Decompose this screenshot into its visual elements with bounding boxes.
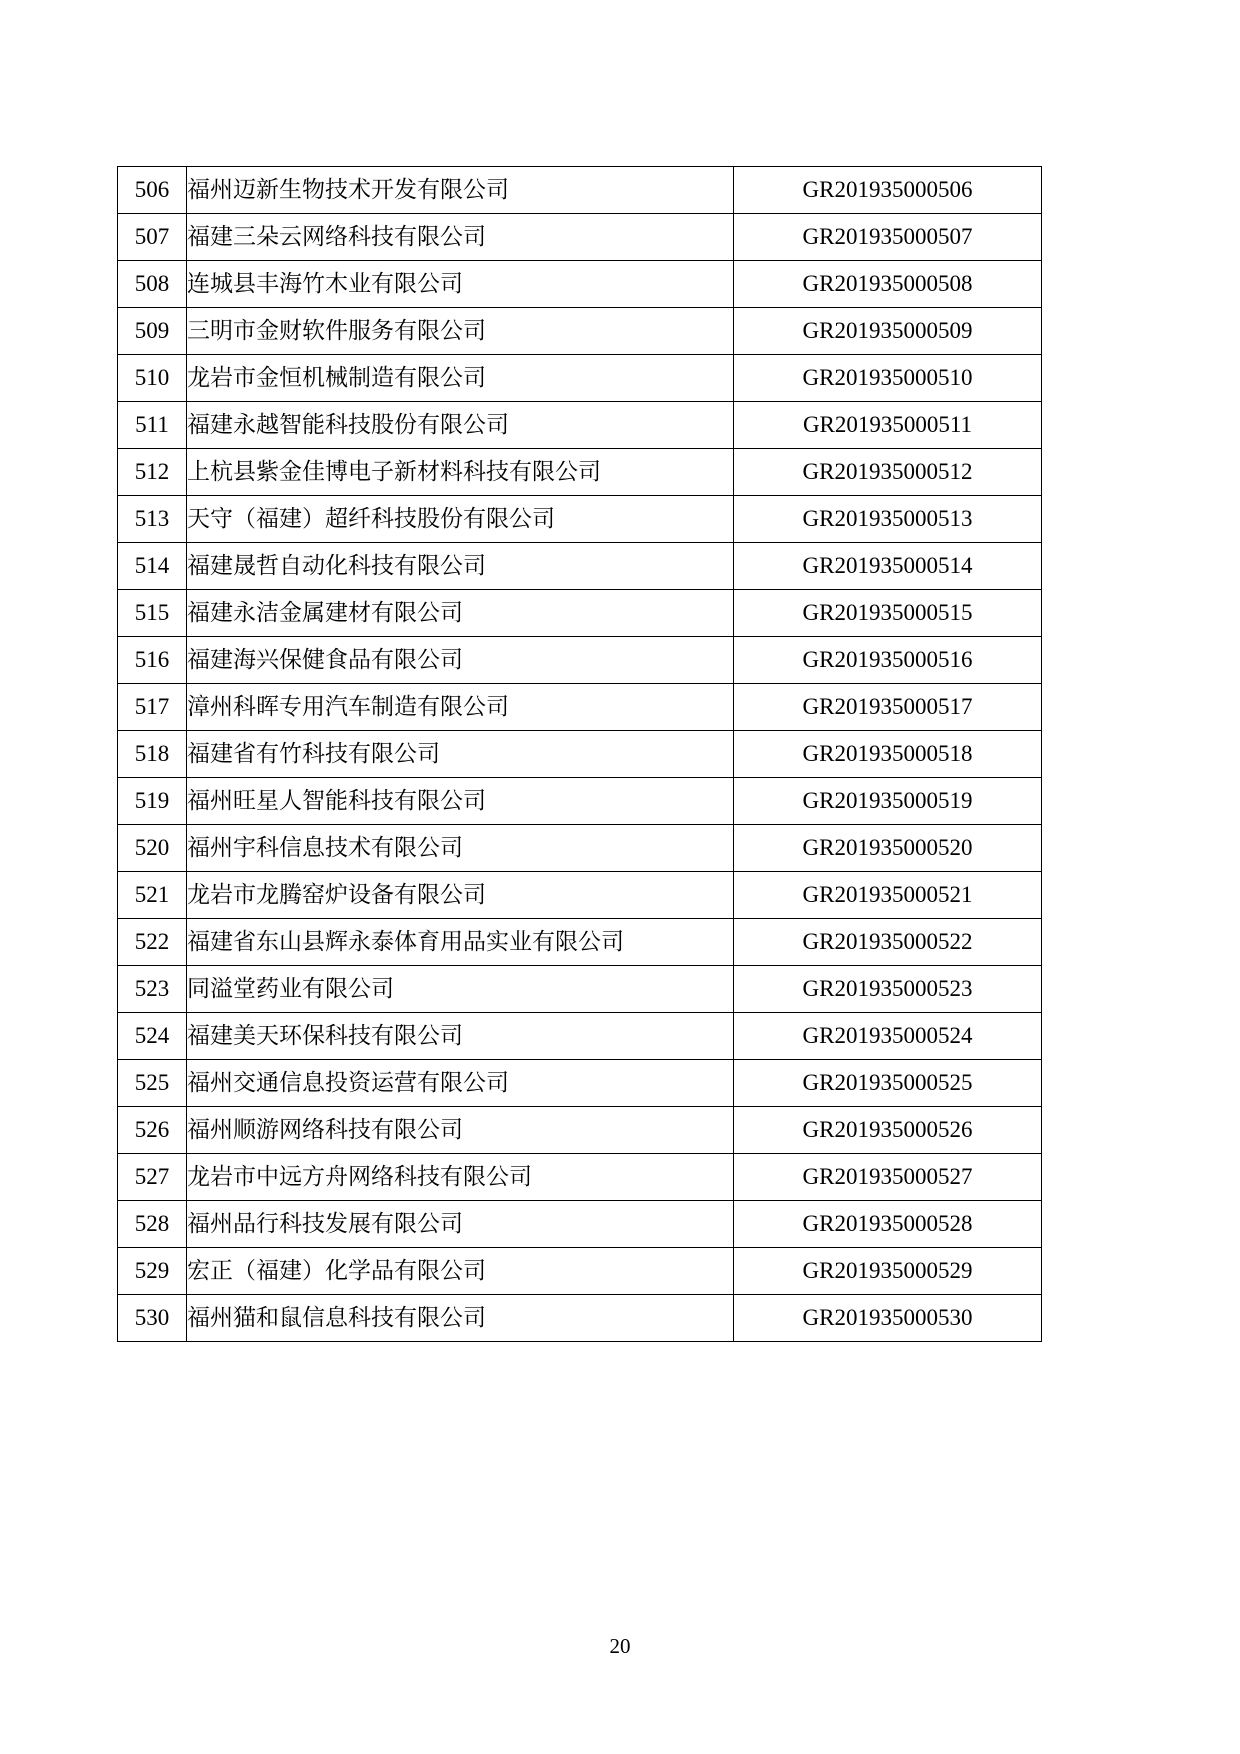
certificate-code: GR201935000512 xyxy=(734,449,1042,496)
row-number: 519 xyxy=(118,778,187,825)
row-number: 510 xyxy=(118,355,187,402)
company-name: 福州顺游网络科技有限公司 xyxy=(187,1107,734,1154)
company-name: 宏正（福建）化学品有限公司 xyxy=(187,1248,734,1295)
certificate-code: GR201935000526 xyxy=(734,1107,1042,1154)
row-number: 517 xyxy=(118,684,187,731)
row-number: 515 xyxy=(118,590,187,637)
certificate-code: GR201935000514 xyxy=(734,543,1042,590)
row-number: 516 xyxy=(118,637,187,684)
company-name: 漳州科晖专用汽车制造有限公司 xyxy=(187,684,734,731)
certificate-code: GR201935000507 xyxy=(734,214,1042,261)
table-row xyxy=(118,496,1042,543)
company-name: 福建永洁金属建材有限公司 xyxy=(187,590,734,637)
row-number: 525 xyxy=(118,1060,187,1107)
certificate-code: GR201935000516 xyxy=(734,637,1042,684)
certificate-code: GR201935000522 xyxy=(734,919,1042,966)
certificate-code: GR201935000521 xyxy=(734,872,1042,919)
row-number: 513 xyxy=(118,496,187,543)
company-name: 福州猫和鼠信息科技有限公司 xyxy=(187,1295,734,1342)
table-row xyxy=(118,1107,1042,1154)
row-number: 526 xyxy=(118,1107,187,1154)
row-number: 514 xyxy=(118,543,187,590)
row-number: 530 xyxy=(118,1295,187,1342)
table-row xyxy=(118,1154,1042,1201)
table-row xyxy=(118,402,1042,449)
table-row xyxy=(118,872,1042,919)
row-number: 511 xyxy=(118,402,187,449)
certificate-code: GR201935000525 xyxy=(734,1060,1042,1107)
company-name: 福建海兴保健食品有限公司 xyxy=(187,637,734,684)
company-name: 福建永越智能科技股份有限公司 xyxy=(187,402,734,449)
table-row xyxy=(118,637,1042,684)
table-row xyxy=(118,167,1042,214)
certificate-code: GR201935000523 xyxy=(734,966,1042,1013)
company-name: 福州宇科信息技术有限公司 xyxy=(187,825,734,872)
row-number: 506 xyxy=(118,167,187,214)
certificate-code: GR201935000510 xyxy=(734,355,1042,402)
certificate-code: GR201935000517 xyxy=(734,684,1042,731)
page-number: 20 xyxy=(609,1634,631,1658)
certificate-code: GR201935000506 xyxy=(734,167,1042,214)
table-row xyxy=(118,684,1042,731)
company-name: 福建晟哲自动化科技有限公司 xyxy=(187,543,734,590)
company-name: 上杭县紫金佳博电子新材料科技有限公司 xyxy=(187,449,734,496)
table-row xyxy=(118,1201,1042,1248)
row-number: 509 xyxy=(118,308,187,355)
certificate-code: GR201935000518 xyxy=(734,731,1042,778)
table-row xyxy=(118,1248,1042,1295)
certificate-code: GR201935000520 xyxy=(734,825,1042,872)
company-name: 福建三朵云网络科技有限公司 xyxy=(187,214,734,261)
table-row xyxy=(118,919,1042,966)
certificate-code: GR201935000513 xyxy=(734,496,1042,543)
company-name: 龙岩市中远方舟网络科技有限公司 xyxy=(187,1154,734,1201)
certificate-code: GR201935000524 xyxy=(734,1013,1042,1060)
certificate-code: GR201935000527 xyxy=(734,1154,1042,1201)
table-row xyxy=(118,1013,1042,1060)
table-row xyxy=(118,449,1042,496)
row-number: 529 xyxy=(118,1248,187,1295)
table-row xyxy=(118,731,1042,778)
row-number: 524 xyxy=(118,1013,187,1060)
row-number: 508 xyxy=(118,261,187,308)
company-name: 福建美天环保科技有限公司 xyxy=(187,1013,734,1060)
certificate-code: GR201935000515 xyxy=(734,590,1042,637)
company-name: 福州旺星人智能科技有限公司 xyxy=(187,778,734,825)
table-row xyxy=(118,1295,1042,1342)
row-number: 507 xyxy=(118,214,187,261)
table-row xyxy=(118,1060,1042,1107)
company-name: 天守（福建）超纤科技股份有限公司 xyxy=(187,496,734,543)
certificate-code: GR201935000511 xyxy=(734,402,1042,449)
company-name: 龙岩市金恒机械制造有限公司 xyxy=(187,355,734,402)
table-row xyxy=(118,355,1042,402)
table-row xyxy=(118,308,1042,355)
certificate-table-body xyxy=(118,167,1042,1342)
table-row xyxy=(118,590,1042,637)
table-row xyxy=(118,966,1042,1013)
table-row xyxy=(118,214,1042,261)
table-row xyxy=(118,261,1042,308)
certificate-code: GR201935000508 xyxy=(734,261,1042,308)
table-row xyxy=(118,543,1042,590)
row-number: 512 xyxy=(118,449,187,496)
certificate-code: GR201935000528 xyxy=(734,1201,1042,1248)
row-number: 520 xyxy=(118,825,187,872)
table-row xyxy=(118,778,1042,825)
company-name: 福州交通信息投资运营有限公司 xyxy=(187,1060,734,1107)
company-name: 三明市金财软件服务有限公司 xyxy=(187,308,734,355)
company-name: 福州品行科技发展有限公司 xyxy=(187,1201,734,1248)
row-number: 527 xyxy=(118,1154,187,1201)
certificate-table xyxy=(117,166,1042,1342)
certificate-code: GR201935000530 xyxy=(734,1295,1042,1342)
certificate-code: GR201935000519 xyxy=(734,778,1042,825)
certificate-code: GR201935000509 xyxy=(734,308,1042,355)
table-row xyxy=(118,825,1042,872)
row-number: 522 xyxy=(118,919,187,966)
company-name: 连城县丰海竹木业有限公司 xyxy=(187,261,734,308)
row-number: 518 xyxy=(118,731,187,778)
certificate-code: GR201935000529 xyxy=(734,1248,1042,1295)
row-number: 523 xyxy=(118,966,187,1013)
company-name: 龙岩市龙腾窑炉设备有限公司 xyxy=(187,872,734,919)
company-name: 福州迈新生物技术开发有限公司 xyxy=(187,167,734,214)
row-number: 521 xyxy=(118,872,187,919)
company-name: 同溢堂药业有限公司 xyxy=(187,966,734,1013)
row-number: 528 xyxy=(118,1201,187,1248)
company-name: 福建省有竹科技有限公司 xyxy=(187,731,734,778)
company-name: 福建省东山县辉永泰体育用品实业有限公司 xyxy=(187,919,734,966)
